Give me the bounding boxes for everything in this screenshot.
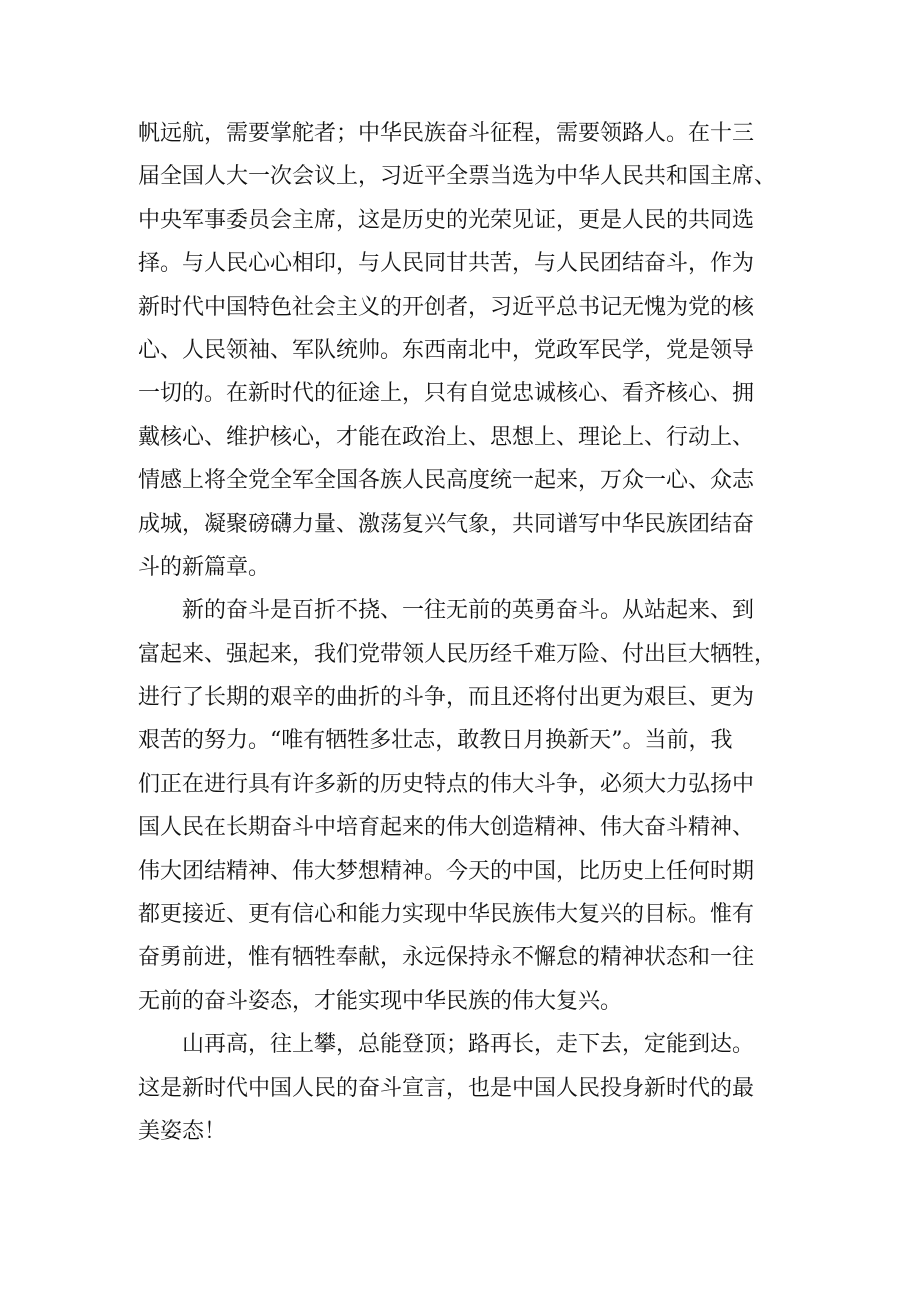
text-line: 斗的新篇章。: [138, 554, 271, 580]
text-line: 无前的奋斗姿态，才能实现中华民族的伟大复兴。: [138, 988, 623, 1014]
text-line: 进行了长期的艰辛的曲折的斗争，而且还将付出更为艰巨、更为: [138, 685, 755, 711]
text-line: 届全国人大一次会议上，习近平全票当选为中华人民共和国主席、: [138, 164, 777, 190]
text-line: 们正在进行具有许多新的历史特点的伟大斗争，必须大力弘扬中: [138, 771, 755, 797]
text-line: 成城，凝聚磅礴力量、激荡复兴气象，共同谱写中华民族团结奋: [138, 511, 755, 537]
text-line: 国人民在长期奋斗中培育起来的伟大创造精神、伟大奋斗精神、: [138, 815, 755, 841]
paragraph-2: [138, 589, 798, 1023]
paragraph-1: [138, 112, 798, 589]
text-line: 新时代中国特色社会主义的开创者，习近平总书记无愧为党的核: [138, 294, 755, 320]
text-line: 富起来、强起来，我们党带领人民历经千难万险、付出巨大牺牲，: [138, 641, 777, 667]
text-line: 帆远航，需要掌舵者；中华民族奋斗征程，需要领路人。在十三: [138, 121, 755, 146]
text-line: 美姿态！: [138, 1118, 227, 1144]
text-line: 伟大团结精神、伟大梦想精神。今天的中国，比历史上任何时期: [138, 858, 755, 884]
text-line: 都更接近、更有信心和能力实现中华民族伟大复兴的目标。惟有: [138, 902, 755, 928]
text-line: 艰苦的努力。“唯有牺牲多壮志，敢教日月换新天”。当前，我: [138, 728, 733, 754]
text-line: 奋勇前进，惟有牺牲奉献，永远保持永不懈怠的精神状态和一往: [138, 945, 755, 971]
text-line: 择。与人民心心相印，与人民同甘共苦，与人民团结奋斗，作为: [138, 251, 755, 277]
text-line: 山再高，往上攀，总能登顶；路再长，走下去，定能到达。: [182, 1032, 755, 1058]
text-line: 戴核心、维护核心，才能在政治上、思想上、理论上、行动上、: [138, 424, 755, 450]
text-line: 这是新时代中国人民的奋斗宣言，也是中国人民投身新时代的最: [138, 1075, 755, 1101]
text-line: 新的奋斗是百折不挠、一往无前的英勇奋斗。从站起来、到: [182, 598, 755, 624]
body-text: [138, 112, 798, 1153]
paragraph-3: [138, 1023, 798, 1153]
text-line: 心、人民领袖、军队统帅。东西南北中，党政军民学，党是领导: [138, 337, 755, 363]
text-line: 一切的。在新时代的征途上，只有自觉忠诚核心、看齐核心、拥: [138, 381, 755, 407]
text-line: 情感上将全党全军全国各族人民高度统一起来，万众一心、众志: [138, 468, 755, 494]
text-line: 中央军事委员会主席，这是历史的光荣见证，更是人民的共同选: [138, 207, 755, 233]
